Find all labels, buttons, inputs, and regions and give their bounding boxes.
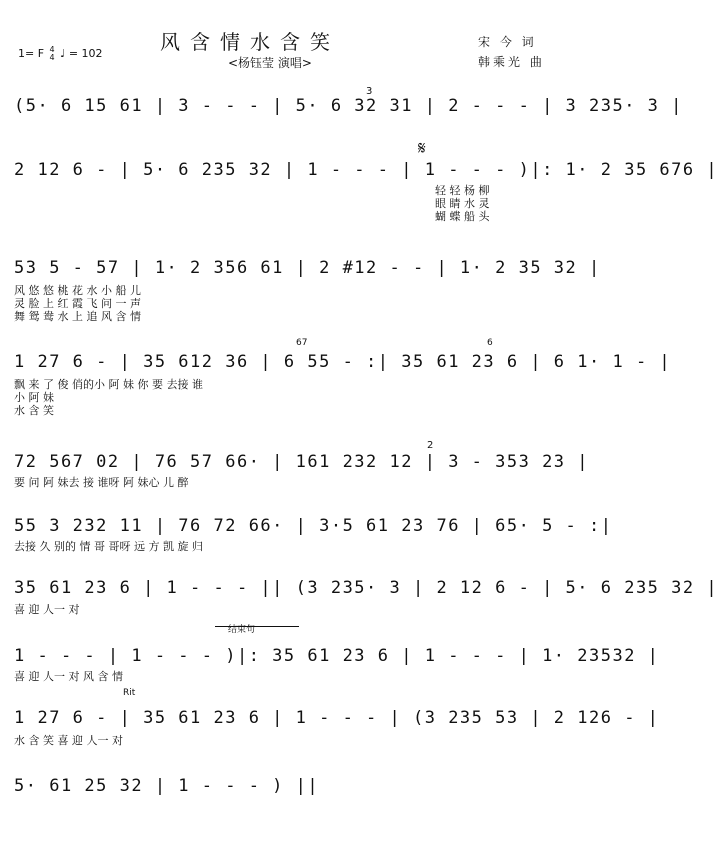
notation-row-9: 1 27 6 - | 35 61 23 6 | 1 - - - | (3 235 53 | 2 126 - | [14, 708, 660, 728]
tempo-value: = 102 [68, 47, 103, 60]
meter-bottom: 4 [49, 53, 55, 62]
lyrics-row-5 [14, 476, 584, 489]
lyric-line: 喜 迎 人一 对 风 含 情 [14, 670, 123, 683]
ending-bracket [215, 626, 299, 627]
lyric-line: 舞 鸳 鸯 水 上 追 风 含 情 [14, 310, 141, 323]
lyric-line: 轻 轻 杨 柳 [435, 184, 490, 197]
lyrics-row-6 [14, 540, 584, 553]
segno-icon: 𝄋 [418, 138, 426, 159]
volta-6-marker: 6 [487, 338, 493, 348]
singer-credit: <杨钰莹 演唱> [228, 56, 312, 70]
lyric-line: 风 悠 悠 桃 花 水 小 船 儿 [14, 284, 141, 297]
lyric-line: 去接 久 别的 情 哥 哥呀 远 方 凯 旋 归 [14, 540, 203, 553]
ending-section-label: 结束句 [228, 625, 256, 635]
notation-row-8: 1 - - - | 1 - - - )|: 35 61 23 6 | 1 - - - | 1· 23532 | [14, 646, 660, 666]
lyric-line: 眼 睛 水 灵 [435, 197, 490, 210]
lyric-line: 飘 来 了 俊 俏的小 阿 妹 你 要 去接 谁 [14, 378, 203, 391]
lyric-line: 喜 迎 人一 对 [14, 603, 80, 616]
notation-row-3: 53 5 - 57 | 1· 2 356 61 | 2 #12 - - | 1· 2 35 32 | [14, 258, 601, 278]
notation-row-4: 1 27 6 - | 35 612 36 | 6 55 - :| 35 61 23 6 | 6 1· 1 - | [14, 352, 672, 372]
lyric-line: 水 含 笑 喜 迎 人一 对 [14, 734, 123, 747]
lyrics-row-7 [14, 603, 584, 616]
notation-row-7: 35 61 23 6 | 1 - - - || (3 235· 3 | 2 12 6 - | 5· 6 235 32 | [14, 578, 718, 598]
key-tempo [18, 46, 103, 62]
composer-credit: 韩乘光 曲 [478, 55, 545, 69]
notation-row-6: 55 3 232 11 | 76 72 66· | 3·5 61 23 76 | 65· 5 - :| [14, 516, 613, 536]
volta-2-marker: 2 [427, 440, 434, 451]
lyrics-row-4 [14, 378, 584, 417]
lyrics-row-3 [14, 284, 584, 323]
volta-67-marker: 67 [296, 338, 308, 348]
quarter-note-icon: ♩ [60, 47, 66, 60]
lyric-line: 水 含 笑 [14, 404, 54, 417]
notation-row-10: 5· 61 25 32 | 1 - - - ) || [14, 776, 320, 796]
notation-row-1: (5· 6 15 61 | 3 - - - | 5· 6 32 31 | 2 - - - | 3 235· 3 | [14, 96, 683, 116]
song-title: 风含情水含笑 [160, 30, 340, 54]
lyric-line: 蝴 蝶 船 头 [435, 210, 490, 223]
notation-row-2: 2 12 6 - | 5· 6 235 32 | 1 - - - | 1 - - - )|: 1· 2 35 676 | [14, 160, 718, 180]
lyric-line: 小 阿 妹 [14, 391, 54, 404]
lyrics-row-2 [435, 184, 585, 223]
ritardando-marker: Rit [123, 688, 136, 698]
time-signature [50, 46, 55, 62]
lyric-line: 要 问 阿 妹去 接 谁呀 阿 妹心 儿 醉 [14, 476, 189, 489]
lyrics-row-8 [14, 670, 584, 683]
meter-top: 4 [49, 45, 55, 54]
lyricist-credit: 宋 今 词 [478, 35, 537, 49]
lyric-line: 灵 脸 上 红 霞 飞 问 一 声 [14, 297, 141, 310]
notation-row-5: 72 567 02 | 76 57 66· | 161 232 12 | 3 - 353 23 | [14, 452, 590, 472]
lyrics-row-9 [14, 734, 584, 747]
key-signature: 1= F [18, 47, 45, 60]
volta-3-marker: 3 [366, 86, 373, 97]
